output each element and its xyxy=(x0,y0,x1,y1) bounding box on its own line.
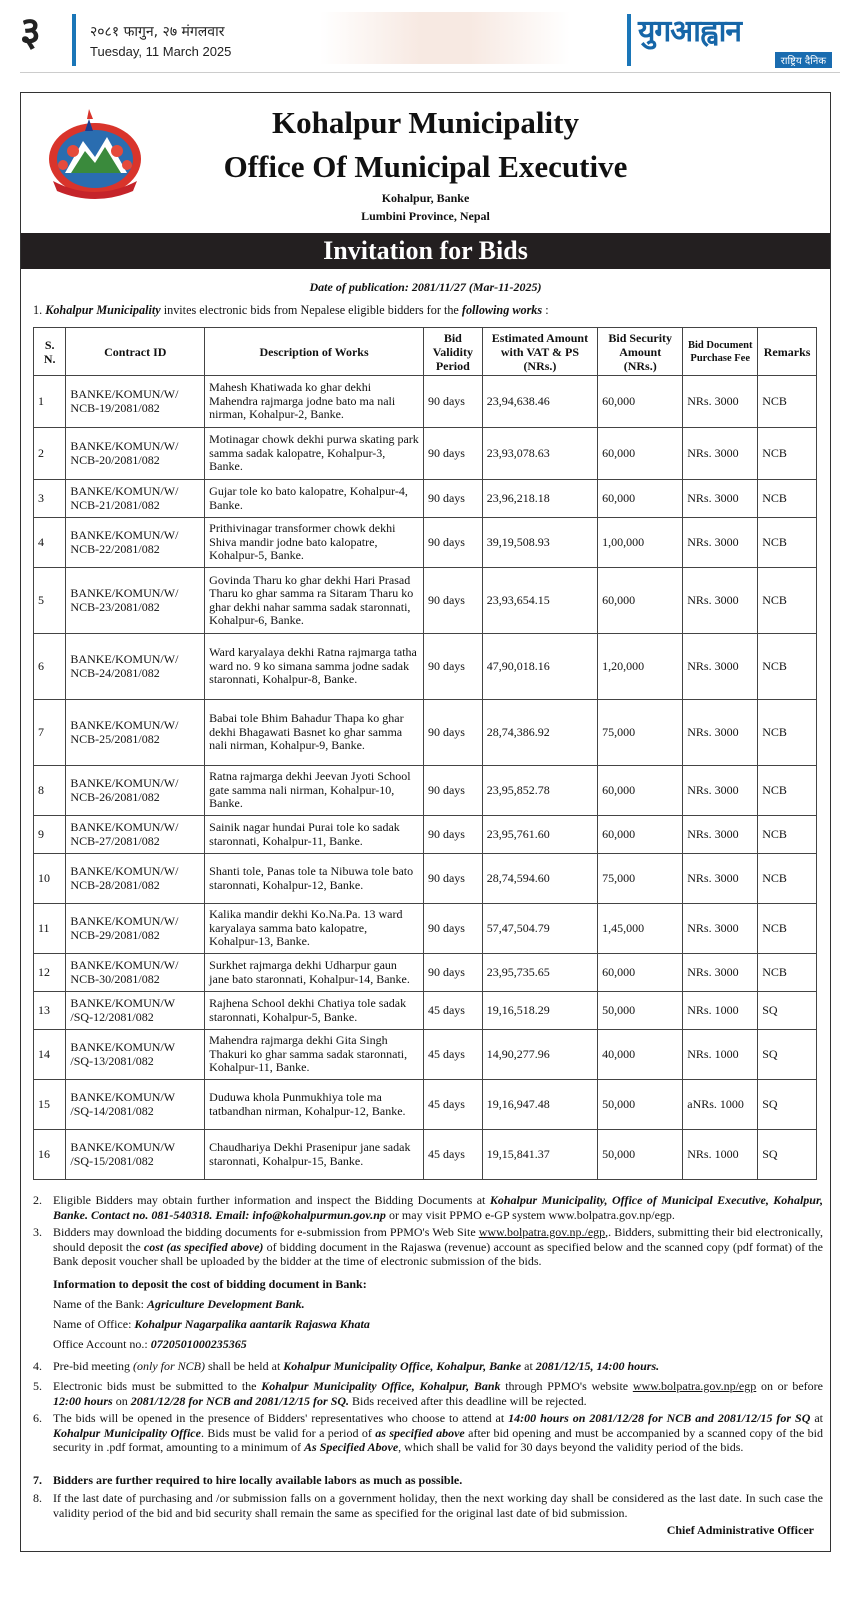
table-row xyxy=(34,700,817,766)
row-description: Duduwa khola Punmukhiya tole ma tatbandhan nirman, Kohalpur-12, Banke. xyxy=(205,1080,424,1130)
row-sn: 2 xyxy=(34,428,66,480)
row-fee: NRs. 1000 xyxy=(683,1030,758,1080)
row-security: 60,000 xyxy=(598,954,683,992)
bank-name-line xyxy=(53,1297,305,1311)
row-security: 1,20,000 xyxy=(598,634,683,700)
row-contract-id: BANKE/KOMUN/W/ NCB-27/2081/082 xyxy=(66,816,205,854)
row-validity: 45 days xyxy=(423,1130,482,1180)
clause-number: 3. xyxy=(33,1225,42,1239)
publication-date: Date of publication: 2081/11/27 (Mar-11-2025) xyxy=(309,280,542,294)
clause-text: or may visit PPMO e-GP system www.bolpatra.gov.np/egp. xyxy=(385,1207,675,1222)
row-contract-id: BANKE/KOMUN/W /SQ-15/2081/082 xyxy=(66,1130,205,1180)
table-row xyxy=(34,1130,817,1180)
row-remarks: NCB xyxy=(758,766,817,816)
security-emphasis: As Specified Above xyxy=(303,1440,399,1454)
municipality-title: Kohalpur Municipality xyxy=(272,105,579,140)
row-validity: 90 days xyxy=(423,766,482,816)
row-validity: 90 days xyxy=(423,904,482,954)
row-estimate: 39,19,508.93 xyxy=(482,518,597,568)
opening-venue: Kohalpur Municipality Office xyxy=(53,1425,201,1440)
row-remarks: SQ xyxy=(758,1030,817,1080)
deadline-date: 2081/12/28 for NCB and 2081/12/15 for SQ. xyxy=(130,1393,350,1408)
row-contract-id: BANKE/KOMUN/W/ NCB-26/2081/082 xyxy=(66,766,205,816)
row-estimate: 23,95,735.65 xyxy=(482,954,597,992)
row-remarks: NCB xyxy=(758,854,817,904)
row-contract-id: BANKE/KOMUN/W /SQ-12/2081/082 xyxy=(66,992,205,1030)
row-description: Mahendra rajmarga dekhi Gita Singh Thakuri ko ghar samma sadak staronnati, Kohalpur-11, Banke. xyxy=(205,1030,424,1080)
row-contract-id: BANKE/KOMUN/W/ NCB-19/2081/082 xyxy=(66,376,205,428)
clause-text: Electronic bids must be submitted to the xyxy=(53,1379,262,1393)
clause-6 xyxy=(33,1411,823,1455)
row-validity: 90 days xyxy=(423,568,482,634)
row-contract-id: BANKE/KOMUN/W/ NCB-28/2081/082 xyxy=(66,854,205,904)
date-nepali: २०८१ फागुन, २७ मंगलवार xyxy=(90,24,225,40)
row-fee: aNRs. 1000 xyxy=(683,1080,758,1130)
submission-office: Kohalpur Municipality Office, Kohalpur, Bank xyxy=(261,1379,501,1393)
header-validity: Bid Validity Period xyxy=(423,328,482,376)
row-remarks: SQ xyxy=(758,992,817,1030)
row-sn: 6 xyxy=(34,634,66,700)
row-fee: NRs. 1000 xyxy=(683,1130,758,1180)
row-validity: 90 days xyxy=(423,480,482,518)
clause-number: 8. xyxy=(33,1491,42,1505)
clause-text: Bidders are further required to hire locally available labors as much as possible. xyxy=(53,1473,463,1487)
row-estimate: 19,15,841.37 xyxy=(482,1130,597,1180)
logo-text: युगआह्वान xyxy=(638,14,742,49)
row-validity: 90 days xyxy=(423,854,482,904)
row-fee: NRs. 3000 xyxy=(683,568,758,634)
table-row xyxy=(34,634,817,700)
clause-number: 1. xyxy=(33,303,43,317)
table-header-row xyxy=(34,328,817,376)
clause-number: 7. xyxy=(33,1473,42,1487)
table-row xyxy=(34,428,817,480)
row-contract-id: BANKE/KOMUN/W/ NCB-20/2081/082 xyxy=(66,428,205,480)
row-estimate: 57,47,504.79 xyxy=(482,904,597,954)
row-estimate: 28,74,386.92 xyxy=(482,700,597,766)
office-label: Name of Office: xyxy=(53,1317,135,1331)
row-remarks: SQ xyxy=(758,1080,817,1130)
row-security: 1,00,000 xyxy=(598,518,683,568)
row-estimate: 47,90,018.16 xyxy=(482,634,597,700)
row-contract-id: BANKE/KOMUN/W /SQ-13/2081/082 xyxy=(66,1030,205,1080)
row-estimate: 23,93,078.63 xyxy=(482,428,597,480)
row-fee: NRs. 3000 xyxy=(683,904,758,954)
row-validity: 90 days xyxy=(423,954,482,992)
row-security: 60,000 xyxy=(598,766,683,816)
row-contract-id: BANKE/KOMUN/W/ NCB-25/2081/082 xyxy=(66,700,205,766)
clause-8 xyxy=(33,1491,823,1520)
masthead-rule xyxy=(20,72,840,73)
entity-name: Kohalpur Municipality xyxy=(45,303,161,317)
clause-text: ,. Bidders, submitting their bid electronically, should deposit the xyxy=(53,1225,823,1254)
row-fee: NRs. 3000 xyxy=(683,480,758,518)
clause-text: shall be held at xyxy=(204,1359,284,1373)
row-description: Govinda Tharu ko ghar dekhi Hari Prasad Tharu ko ghar samma ra Sitaram Tharu ko ghar dekhi nahar samma sadak staronnati, Kohalpur-6, Banke. xyxy=(205,568,424,634)
row-validity: 90 days xyxy=(423,634,482,700)
row-description: Ratna rajmarga dekhi Jeevan Jyoti School gate samma nali nirman, Kohalpur-10, Banke. xyxy=(205,766,424,816)
row-validity: 90 days xyxy=(423,376,482,428)
row-sn: 10 xyxy=(34,854,66,904)
clause-text: on xyxy=(112,1393,131,1408)
row-fee: NRs. 3000 xyxy=(683,376,758,428)
clause-number: 2. xyxy=(33,1193,42,1207)
header-security: Bid Security Amount (NRs.) xyxy=(598,328,683,376)
row-sn: 5 xyxy=(34,568,66,634)
row-fee: NRs. 3000 xyxy=(683,428,758,480)
row-remarks: NCB xyxy=(758,376,817,428)
row-security: 50,000 xyxy=(598,1130,683,1180)
clause-text: , which shall be valid for 30 days beyond the validity period of the bids. xyxy=(398,1440,744,1454)
masthead-divider xyxy=(72,14,76,66)
signatory: Chief Administrative Officer xyxy=(666,1523,814,1537)
clause-text: Pre-bid meeting xyxy=(53,1359,133,1373)
row-remarks: NCB xyxy=(758,954,817,992)
newspaper-masthead xyxy=(0,0,860,72)
row-sn: 7 xyxy=(34,700,66,766)
clause-text: through PPMO's website xyxy=(500,1379,633,1393)
row-description: Gujar tole ko bato kalopatre, Kohalpur-4, Banke. xyxy=(205,480,424,518)
header-sn: S. N. xyxy=(34,328,66,376)
row-security: 50,000 xyxy=(598,1080,683,1130)
office-title: Office Of Municipal Executive xyxy=(223,149,628,184)
row-validity: 45 days xyxy=(423,1030,482,1080)
meeting-venue: Kohalpur Municipality Office, Kohalpur, Banke xyxy=(283,1359,522,1373)
row-sn: 8 xyxy=(34,766,66,816)
row-validity: 90 days xyxy=(423,518,482,568)
office-contact: Kohalpur Municipality, Office of Municipal Executive, Kohalpur, Banke. Contact no. 081-540318. Email: info@kohalpurmun.gov.np xyxy=(53,1193,823,1222)
row-fee: NRs. 3000 xyxy=(683,634,758,700)
row-remarks: NCB xyxy=(758,480,817,518)
row-sn: 14 xyxy=(34,1030,66,1080)
row-remarks: NCB xyxy=(758,428,817,480)
intro-tail: : xyxy=(542,303,549,317)
bank-label: Name of the Bank: xyxy=(53,1297,147,1311)
row-security: 40,000 xyxy=(598,1030,683,1080)
date-english: Tuesday, 11 March 2025 xyxy=(90,44,232,59)
clause-2 xyxy=(33,1193,823,1222)
header-estimate: Estimated Amount with VAT & PS (NRs.) xyxy=(482,328,597,376)
table-row xyxy=(34,480,817,518)
row-sn: 11 xyxy=(34,904,66,954)
page-number: ३ xyxy=(20,9,41,55)
row-estimate: 23,95,761.60 xyxy=(482,816,597,854)
ncb-only: (only for NCB) xyxy=(132,1359,205,1373)
row-description: Mahesh Khatiwada ko ghar dekhi Mahendra rajmarga jodne bato ma nali nirman, Kohalpur-2, Banke. xyxy=(205,376,424,428)
clause-number: 4. xyxy=(33,1359,42,1373)
table-row xyxy=(34,954,817,992)
table-row xyxy=(34,1030,817,1080)
header-contract-id: Contract ID xyxy=(66,328,205,376)
clause-4 xyxy=(33,1359,823,1374)
row-description: Surkhet rajmarga dekhi Udharpur gaun jane bato staronnati, Kohalpur-14, Banke. xyxy=(205,954,424,992)
row-remarks: NCB xyxy=(758,816,817,854)
row-fee: NRs. 1000 xyxy=(683,992,758,1030)
address-line-2: Lumbini Province, Nepal xyxy=(361,209,490,223)
row-sn: 9 xyxy=(34,816,66,854)
cost-emphasis: cost (as specified above) xyxy=(143,1239,264,1254)
row-estimate: 23,93,654.15 xyxy=(482,568,597,634)
row-sn: 4 xyxy=(34,518,66,568)
clause-number: 6. xyxy=(33,1411,42,1425)
clause-text: If the last date of purchasing and /or submission falls on a government holiday, then the next working day shall be considered as the last date. In such case the validity period of the bid and bid security shall remain the same as specified for the original last date of bid submission. xyxy=(53,1491,823,1520)
row-contract-id: BANKE/KOMUN/W/ NCB-22/2081/082 xyxy=(66,518,205,568)
bids-table xyxy=(33,327,817,1180)
table-row xyxy=(34,376,817,428)
row-description: Babai tole Bhim Bahadur Thapa ko ghar dekhi Bhagawati Basnet ko ghar samma nali nirman, Kohalpur-9, Banke. xyxy=(205,700,424,766)
deadline-time: 12:00 hours xyxy=(53,1393,113,1408)
table-row xyxy=(34,766,817,816)
row-validity: 90 days xyxy=(423,428,482,480)
newspaper-logo xyxy=(638,14,842,70)
clause-3 xyxy=(33,1225,823,1269)
bid-notice xyxy=(20,92,831,1552)
meeting-time: 2081/12/15, 14:00 hours. xyxy=(535,1359,660,1373)
row-description: Sainik nagar hundai Purai tole ko sadak staronnati, Kohalpur-11, Banke. xyxy=(205,816,424,854)
row-fee: NRs. 3000 xyxy=(683,816,758,854)
row-fee: NRs. 3000 xyxy=(683,518,758,568)
row-estimate: 23,95,852.78 xyxy=(482,766,597,816)
masthead-divider-right xyxy=(627,14,631,66)
row-remarks: NCB xyxy=(758,518,817,568)
clause-text: at xyxy=(521,1359,536,1373)
intro-clause xyxy=(33,303,823,318)
header-description: Description of Works xyxy=(205,328,424,376)
row-security: 60,000 xyxy=(598,568,683,634)
table-row xyxy=(34,854,817,904)
row-contract-id: BANKE/KOMUN/W/ NCB-23/2081/082 xyxy=(66,568,205,634)
row-sn: 3 xyxy=(34,480,66,518)
row-description: Prithivinagar transformer chowk dekhi Shiva mandir jodne bato kalopatre, Kohalpur-5, Banke. xyxy=(205,518,424,568)
row-sn: 15 xyxy=(34,1080,66,1130)
row-sn: 16 xyxy=(34,1130,66,1180)
row-validity: 45 days xyxy=(423,1080,482,1130)
clause-text: The bids will be opened in the presence of Bidders' representatives who choose to attend at xyxy=(53,1411,509,1425)
address-line-1: Kohalpur, Banke xyxy=(381,191,470,205)
row-sn: 1 xyxy=(34,376,66,428)
row-sn: 13 xyxy=(34,992,66,1030)
row-description: Ward karyalaya dekhi Ratna rajmarga tatha ward no. 9 ko simana samma jodne sadak staronnati, Kohalpur-8, Banke. xyxy=(205,634,424,700)
row-security: 75,000 xyxy=(598,854,683,904)
row-security: 75,000 xyxy=(598,700,683,766)
table-row xyxy=(34,1080,817,1130)
row-security: 60,000 xyxy=(598,816,683,854)
row-estimate: 23,94,638.46 xyxy=(482,376,597,428)
row-remarks: NCB xyxy=(758,634,817,700)
row-security: 1,45,000 xyxy=(598,904,683,954)
egp-link[interactable]: www.bolpatra.gov.np/egp xyxy=(632,1379,757,1393)
bank-info-heading: Information to deposit the cost of bidding document in Bank: xyxy=(53,1277,367,1291)
clause-text: Eligible Bidders may obtain further information and inspect the Bidding Documents at xyxy=(53,1193,490,1207)
row-contract-id: BANKE/KOMUN/W/ NCB-30/2081/082 xyxy=(66,954,205,992)
row-contract-id: BANKE/KOMUN/W/ NCB-29/2081/082 xyxy=(66,904,205,954)
intro-text: invites electronic bids from Nepalese eligible bidders for the xyxy=(160,303,462,317)
clause-5 xyxy=(33,1379,823,1408)
row-validity: 90 days xyxy=(423,816,482,854)
row-description: Chaudhariya Dekhi Prasenipur jane sadak staronnati, Kohalpur-15, Banke. xyxy=(205,1130,424,1180)
clause-text: . Bids must be valid for a period of xyxy=(200,1425,376,1440)
account-line xyxy=(53,1337,247,1351)
row-remarks: NCB xyxy=(758,700,817,766)
clause-text: Bids received after this deadline will be rejected. xyxy=(349,1393,587,1408)
table-row xyxy=(34,518,817,568)
clause-text: at xyxy=(810,1411,823,1425)
bank-value: Agriculture Development Bank. xyxy=(146,1297,305,1311)
office-value: Kohalpur Nagarpalika aantarik Rajaswa Khata xyxy=(134,1317,370,1331)
account-label: Office Account no.: xyxy=(53,1337,151,1351)
row-description: Kalika mandir dekhi Ko.Na.Pa. 13 ward karyalaya samma bato kalopatre, Kohalpur-13, Banke. xyxy=(205,904,424,954)
row-fee: NRs. 3000 xyxy=(683,854,758,904)
row-description: Rajhena School dekhi Chatiya tole sadak staronnati, Kohalpur-5, Banke. xyxy=(205,992,424,1030)
row-remarks: NCB xyxy=(758,904,817,954)
row-remarks: SQ xyxy=(758,1130,817,1180)
table-row xyxy=(34,992,817,1030)
table-row xyxy=(34,904,817,954)
clause-text: Bidders may download the bidding documents for e-submission from PPMO's Web Site xyxy=(53,1225,479,1239)
clause-text: of bidding document in the Rajaswa (revenue) account as specified below and the scanned copy (pdf format) of the Bank deposit voucher shall be uploaded by the bidder at the time of electronic submission of the bids. xyxy=(53,1239,824,1268)
intro-emphasis: following works xyxy=(461,303,543,317)
row-estimate: 14,90,277.96 xyxy=(482,1030,597,1080)
opening-time: 14:00 hours on 2081/12/28 for NCB and 2081/12/15 for SQ xyxy=(508,1411,811,1425)
row-estimate: 19,16,518.29 xyxy=(482,992,597,1030)
clause-7 xyxy=(33,1473,823,1488)
validity-emphasis: as specified above xyxy=(375,1425,465,1440)
row-security: 60,000 xyxy=(598,480,683,518)
row-fee: NRs. 3000 xyxy=(683,954,758,992)
row-contract-id: BANKE/KOMUN/W/ NCB-21/2081/082 xyxy=(66,480,205,518)
row-description: Motinagar chowk dekhi purwa skating park samma sadak kalopatre, Kohalpur-3, Banke. xyxy=(205,428,424,480)
header-fee: Bid Document Purchase Fee xyxy=(683,328,758,376)
row-security: 60,000 xyxy=(598,376,683,428)
table-row xyxy=(34,816,817,854)
logo-tagline: राष्ट्रिय दैनिक xyxy=(775,52,832,68)
row-sn: 12 xyxy=(34,954,66,992)
row-description: Shanti tole, Panas tole ta Nibuwa tole bato staronnati, Kohalpur-12, Banke. xyxy=(205,854,424,904)
row-contract-id: BANKE/KOMUN/W /SQ-14/2081/082 xyxy=(66,1080,205,1130)
row-security: 60,000 xyxy=(598,428,683,480)
row-security: 50,000 xyxy=(598,992,683,1030)
row-validity: 45 days xyxy=(423,992,482,1030)
masthead-shade xyxy=(320,12,570,64)
bolpatra-link[interactable]: www.bolpatra.gov.np./egp xyxy=(478,1225,606,1239)
clause-text: after bid opening and must be accompanied by a scanned copy of the bid security in .pdf format, amounting to a minimum of xyxy=(53,1425,824,1454)
row-fee: NRs. 3000 xyxy=(683,766,758,816)
table-body xyxy=(34,376,817,1180)
row-remarks: NCB xyxy=(758,568,817,634)
invitation-banner: Invitation for Bids xyxy=(21,233,830,269)
clause-number: 5. xyxy=(33,1379,42,1393)
office-name-line xyxy=(53,1317,370,1331)
row-estimate: 19,16,947.48 xyxy=(482,1080,597,1130)
row-contract-id: BANKE/KOMUN/W/ NCB-24/2081/082 xyxy=(66,634,205,700)
row-validity: 90 days xyxy=(423,700,482,766)
table-row xyxy=(34,568,817,634)
account-value: 0720501000235365 xyxy=(150,1337,247,1351)
clause-text: on or before xyxy=(756,1379,823,1393)
row-estimate: 28,74,594.60 xyxy=(482,854,597,904)
header-remarks: Remarks xyxy=(758,328,817,376)
row-estimate: 23,96,218.18 xyxy=(482,480,597,518)
row-fee: NRs. 3000 xyxy=(683,700,758,766)
